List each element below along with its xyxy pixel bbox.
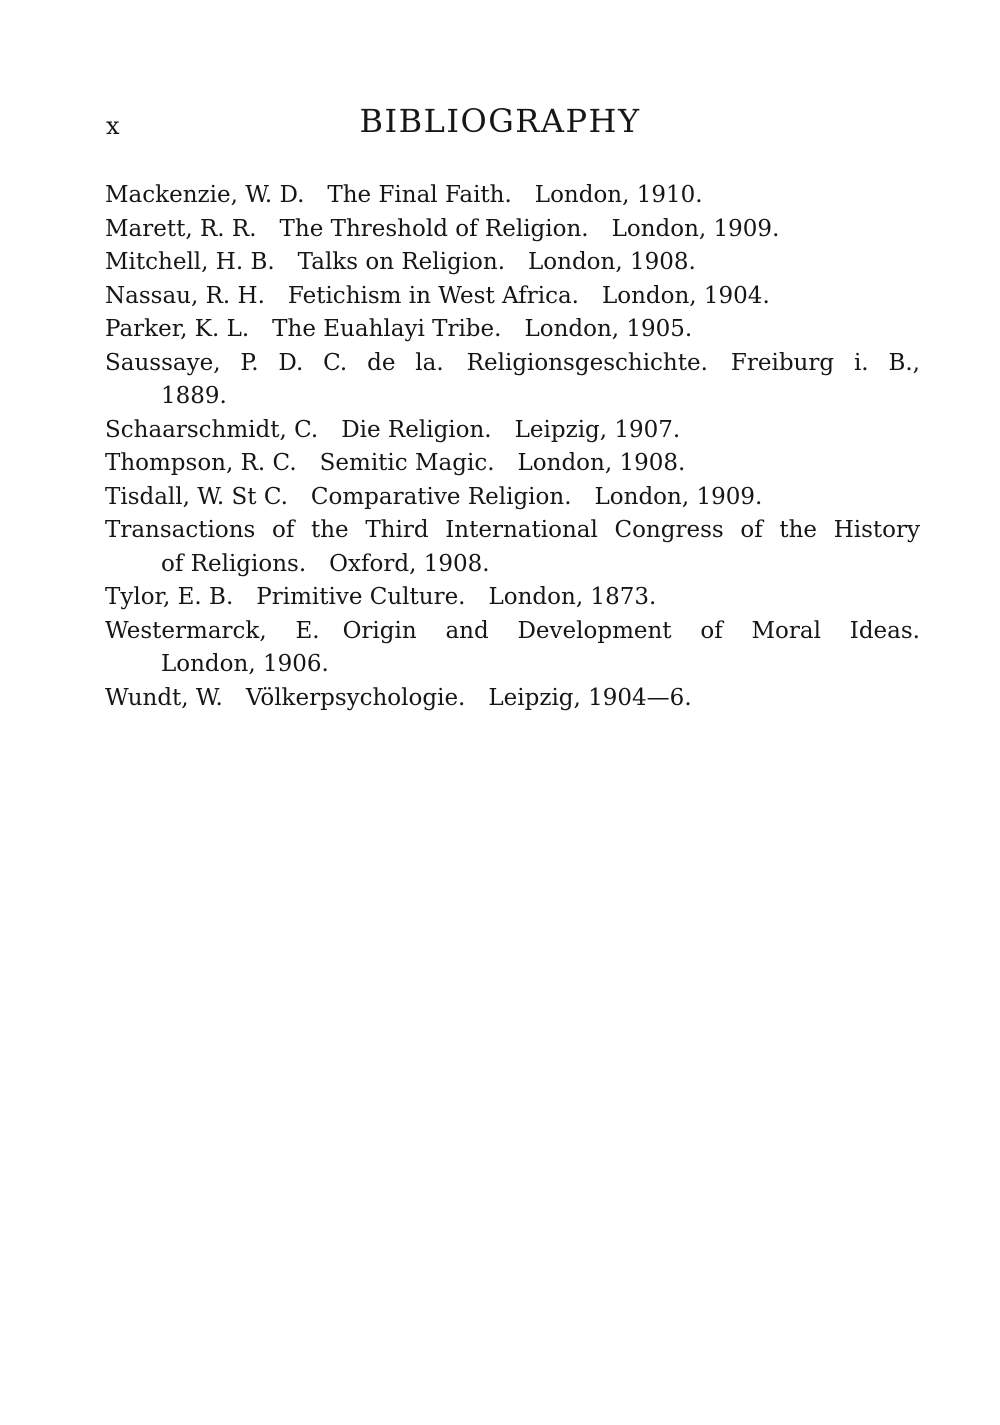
bibliography-entry-continuation-line: 1889.	[161, 383, 227, 409]
bibliography-entry-line: Marett, R. R. The Threshold of Religion. London, 1909.	[105, 215, 780, 242]
bibliography-entry-line: Mackenzie, W. D. The Final Faith. London, 1910.	[105, 182, 703, 208]
bibliography-entry-line: Nassau, R. H. Fetichism in West Africa. London, 1904.	[105, 282, 770, 309]
page-number: x	[106, 112, 120, 140]
bibliography-entry-continuation-line: of Religions. Oxford, 1908.	[161, 550, 490, 577]
bibliography-entry-line: Parker, K. L. The Euahlayi Tribe. London, 1905.	[105, 316, 693, 342]
bibliography-list	[105, 179, 920, 715]
bibliography-entry-line: Schaarschmidt, C. Die Religion. Leipzig, 1907.	[105, 416, 681, 443]
bibliography-entry-line: Westermarck, E. Origin and Development of Moral Ideas.	[105, 617, 920, 644]
page-title: BIBLIOGRAPHY	[359, 102, 641, 140]
bibliography-entry-line: Wundt, W. Völkerpsychologie. Leipzig, 1904—6.	[105, 684, 692, 711]
bibliography-entry-line: Thompson, R. C. Semitic Magic. London, 1908.	[105, 450, 686, 476]
bibliography-entry-line: Tylor, E. B. Primitive Culture. London, 1873.	[105, 584, 657, 610]
bibliography-entry-line: Tisdall, W. St C. Comparative Religion. London, 1909.	[105, 483, 763, 510]
bibliography-entry-line: Saussaye, P. D. C. de la. Religionsgeschichte. Freiburg i. B.,	[105, 349, 920, 376]
bibliography-entry-continuation-line: London, 1906.	[161, 651, 329, 677]
bibliography-entry-line: Transactions of the Third International Congress of the History	[105, 517, 920, 543]
bibliography-entry-line: Mitchell, H. B. Talks on Religion. London, 1908.	[105, 249, 696, 275]
